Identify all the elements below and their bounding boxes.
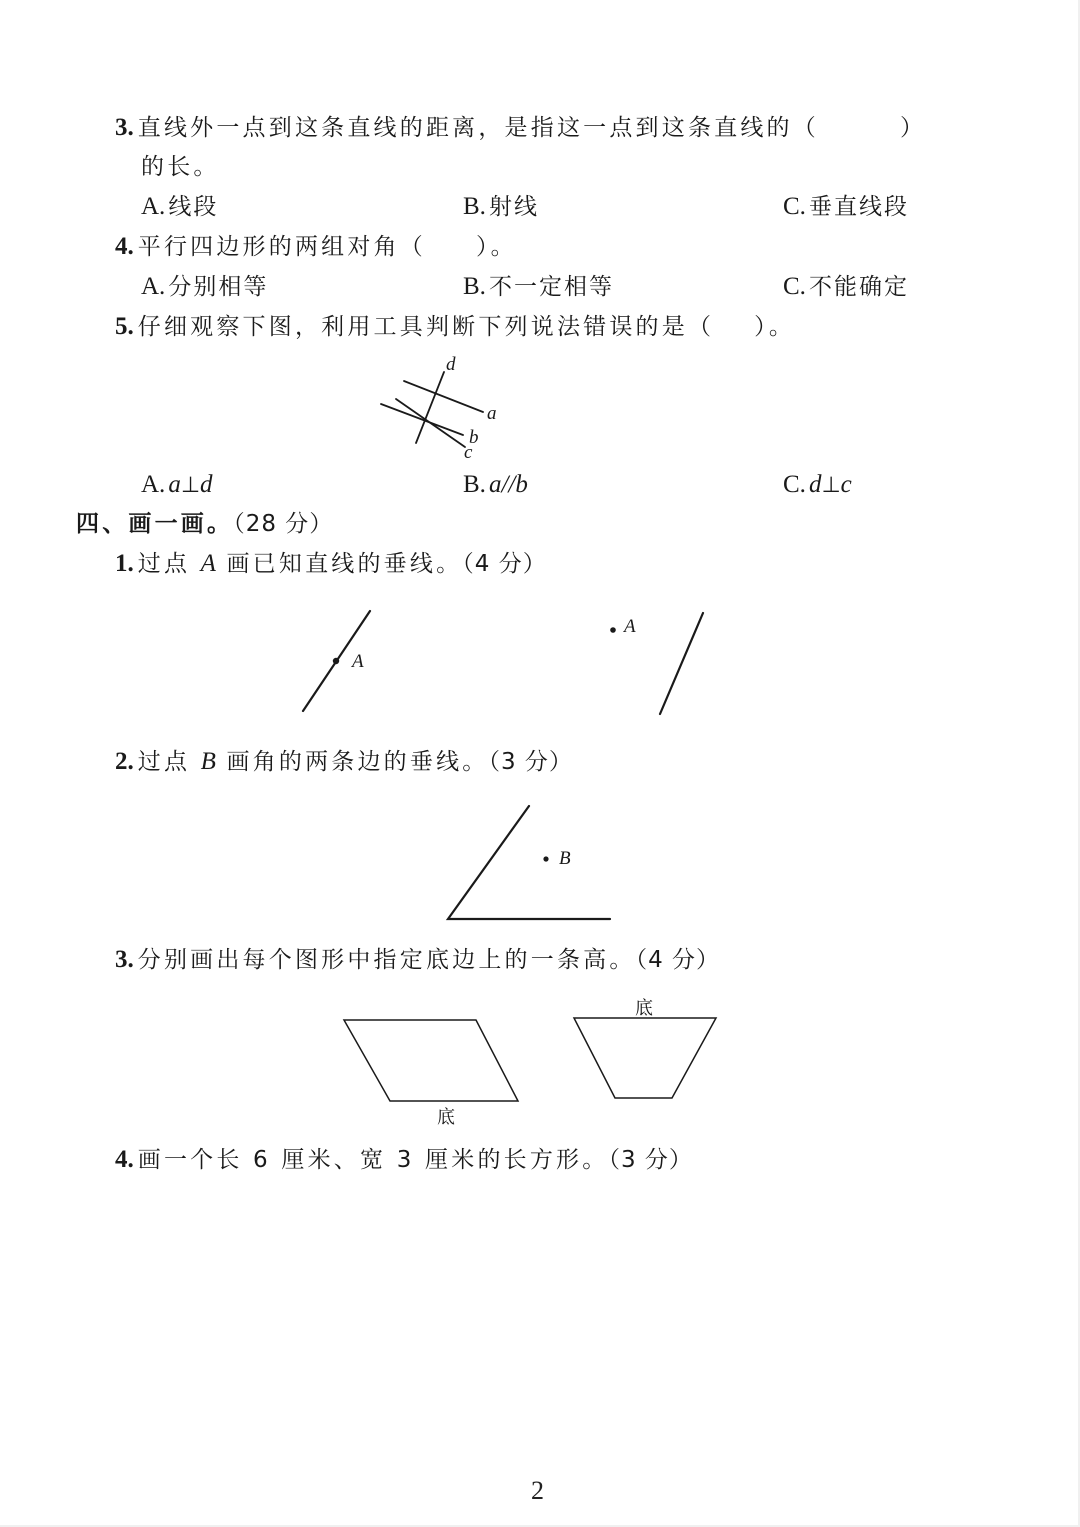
question-3-line2: 的长。 — [141, 154, 220, 180]
point-b — [543, 856, 548, 861]
label-base-parallelogram: 底 — [437, 1107, 455, 1128]
draw-question-3: 3. 分别画出每个图形中指定底边上的一条高。（4 分） — [115, 946, 721, 973]
question-number: 5. — [115, 313, 134, 340]
page-number: 2 — [531, 1476, 544, 1505]
point-a-off-line — [610, 627, 616, 633]
label-point-a-right: A — [624, 616, 636, 637]
label-point-b: B — [559, 848, 571, 869]
question-text: 平行四边形的两组对角（ — [137, 234, 426, 260]
line-a — [404, 381, 483, 412]
label-c: c — [464, 442, 473, 463]
trapezoid-figure — [574, 1018, 716, 1098]
point-a-on-line — [333, 658, 339, 664]
question-number: 4. — [115, 233, 134, 260]
option-b: B. 不一定相等 — [463, 273, 614, 300]
label-b: b — [469, 427, 479, 448]
question-number: 3. — [115, 114, 134, 141]
option-a: A. 线段 — [141, 193, 219, 220]
label-d: d — [446, 354, 456, 375]
option-c: C. 垂直线段 — [783, 193, 909, 220]
draw-question-1: 1. 过点 A 画已知直线的垂线。（4 分） — [115, 550, 547, 577]
label-a: a — [487, 403, 497, 424]
option-b: B. 射线 — [463, 193, 539, 220]
option-c: C. 不能确定 — [783, 273, 909, 300]
option-a: A. 分别相等 — [141, 273, 269, 300]
draw-question-4: 4. 画一个长 6 厘米、宽 3 厘米的长方形。（3 分） — [115, 1146, 693, 1173]
section-score: （28 分） — [233, 511, 334, 537]
answer-paren-close: ） — [900, 115, 927, 141]
question-5: 5. 仔细观察下图，利用工具判断下列说法错误的是（ ）。 — [115, 313, 796, 340]
angle-figure — [448, 806, 610, 919]
given-line-right — [660, 613, 703, 714]
question-4: 4. 平行四边形的两组对角（ ）。 — [115, 233, 517, 260]
q5-lines-figure — [381, 372, 483, 447]
option-b: B. a//b — [463, 471, 528, 498]
label-point-a-left: A — [352, 651, 364, 672]
question-text: 直线外一点到这条直线的距离，是指这一点到这条直线的（ — [137, 115, 819, 141]
parallelogram-figure — [344, 1020, 518, 1101]
option-c: C. d⊥c — [783, 471, 852, 498]
line-b — [381, 404, 463, 435]
question-text: 仔细观察下图，利用工具判断下列说法错误的是（ — [137, 314, 715, 340]
line-d — [416, 372, 444, 443]
label-base-trapezoid: 底 — [635, 998, 653, 1019]
section-title: 四、画一画。 — [76, 511, 234, 537]
option-a: A. a⊥d — [141, 471, 213, 498]
draw-question-2: 2. 过点 B 画角的两条边的垂线。（3 分） — [115, 748, 573, 775]
